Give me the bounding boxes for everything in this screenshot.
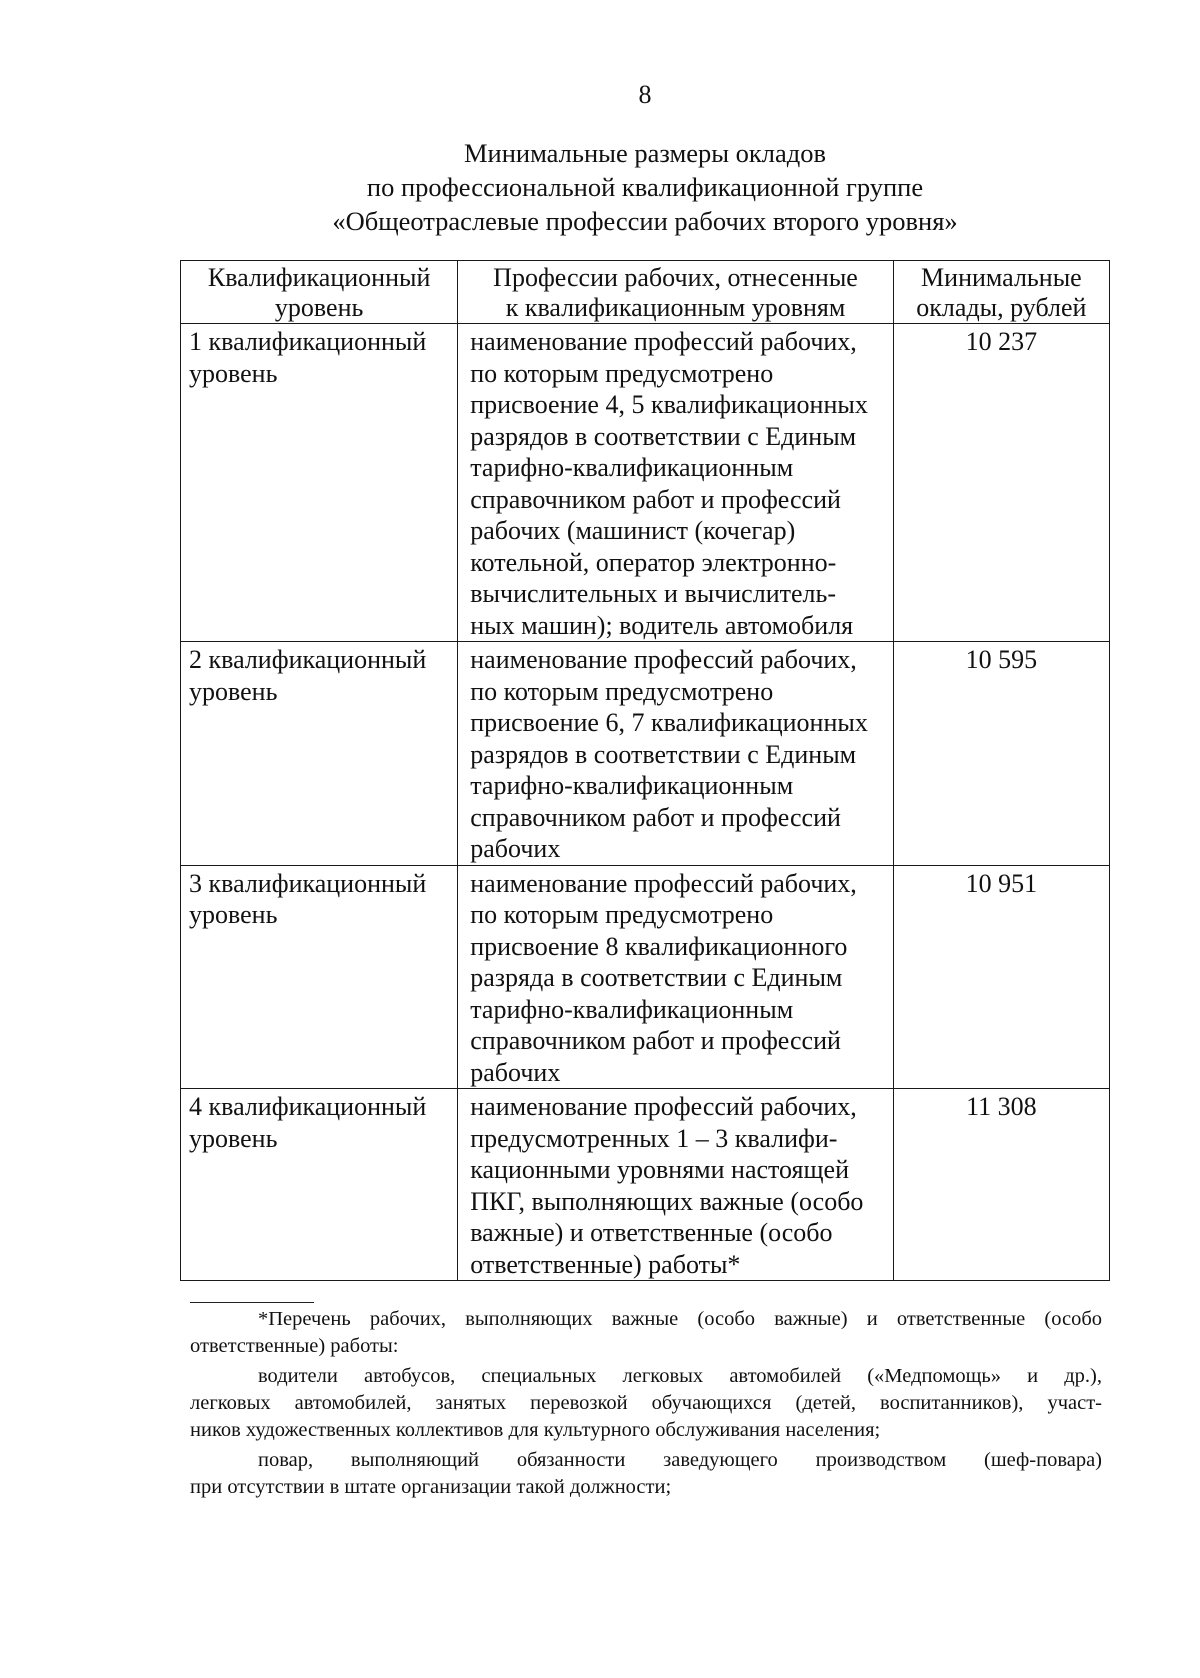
professions-cell: наименование профессий рабочих, по которым предусмотрено присвоение 8 квалификационного разряда в соответствии с Единым тарифно-квалификационным справочником работ и профессий рабочих [458, 865, 894, 1089]
professions-cell: наименование профессий рабочих, по которым предусмотрено присвоение 6, 7 квалификационных разрядов в соответствии с Единым тарифно-квалификационным справочником работ и профессий рабочих [458, 642, 894, 866]
footnote-line: водители автобусов, специальных легковых автомобилей («Медпомощь» и др.), [258, 1365, 1102, 1387]
footnote-line: *Перечень рабочих, выполняющих важные (особо важные) и ответственные (особо [258, 1308, 1102, 1330]
table-row [181, 324, 1110, 642]
table-row [181, 1089, 1110, 1281]
footnote-paragraph [190, 1363, 1102, 1444]
minimum-salary-cell: 10 595 [893, 642, 1109, 866]
qualification-level-cell: 3 квалификационный уровень [181, 865, 458, 1089]
footnotes [190, 1306, 1102, 1504]
title-line: Минимальные размеры окладов [463, 138, 827, 168]
document-title [180, 136, 1110, 238]
header-qualification-level: Квалификационный уровень [181, 261, 458, 324]
footnote-paragraph [190, 1447, 1102, 1501]
title-line: по профессиональной квалификационной группе [366, 172, 924, 202]
table-body [181, 324, 1110, 1281]
professions-cell: наименование профессий рабочих, предусмотренных 1 – 3 квалифи- кационными уровнями настоящей ПКГ, выполняющих важные (особо важные) и ответственные (особо ответственные) работы* [458, 1089, 894, 1281]
salary-table [180, 260, 1110, 1281]
professions-cell: наименование профессий рабочих, по которым предусмотрено присвоение 4, 5 квалификационных разрядов в соответствии с Единым тарифно-квалификационным справочником работ и профессий рабочих (машинист (кочегар) котельной, оператор электронно- вычислительных и вычислитель- ных машин); водитель автомобиля [458, 324, 894, 642]
table-header-row [181, 261, 1110, 324]
qualification-level-cell: 2 квалификационный уровень [181, 642, 458, 866]
footnote-line: ответственные) работы: [190, 1335, 399, 1357]
footnote-line: легковых автомобилей, занятых перевозкой обучающихся (детей, воспитанников), участ- [190, 1392, 1102, 1414]
table-row [181, 642, 1110, 866]
qualification-level-cell: 1 квалификационный уровень [181, 324, 458, 642]
page-number: 8 [638, 80, 652, 109]
header-professions: Профессии рабочих, отнесенные к квалификационным уровням [458, 261, 894, 324]
header-minimum-salary: Минимальные оклады, рублей [893, 261, 1109, 324]
footnote-line: ников художественных коллективов для культурного обслуживания населения; [190, 1419, 881, 1441]
title-line: «Общеотраслевые профессии рабочих второго уровня» [332, 206, 958, 236]
qualification-level-cell: 4 квалификационный уровень [181, 1089, 458, 1281]
footnote-separator [190, 1302, 314, 1303]
minimum-salary-cell: 10 237 [893, 324, 1109, 642]
minimum-salary-cell: 10 951 [893, 865, 1109, 1089]
footnote-line: повар, выполняющий обязанности заведующего производством (шеф-повара) [258, 1449, 1102, 1471]
table-row [181, 865, 1110, 1089]
footnote-paragraph [190, 1306, 1102, 1360]
footnote-line: при отсутствии в штате организации такой должности; [190, 1476, 672, 1498]
minimum-salary-cell: 11 308 [893, 1089, 1109, 1281]
